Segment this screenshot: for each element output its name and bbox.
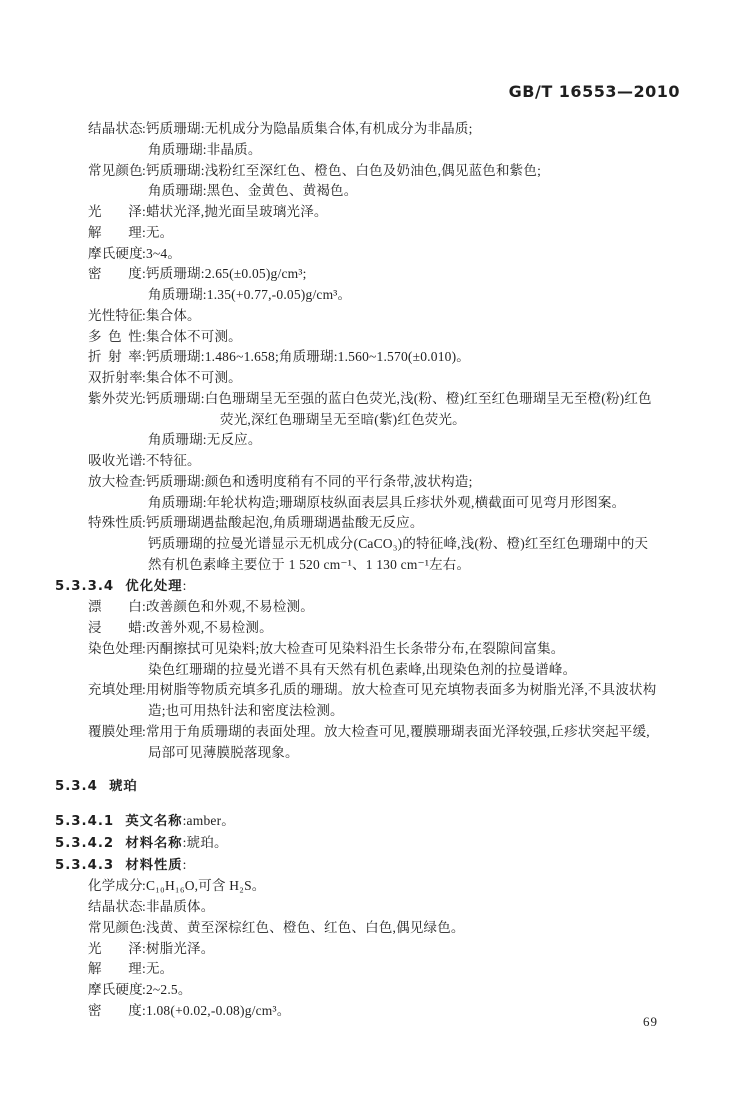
standard-number-header: GB/T 16553—2010 bbox=[508, 82, 680, 101]
line-text: 局部可见薄膜脱落现象。 bbox=[148, 744, 299, 760]
line-text: :树脂光泽。 bbox=[142, 940, 215, 956]
text-line bbox=[0, 327, 750, 348]
clause-heading-line bbox=[0, 576, 750, 598]
line-text: 然有机色素峰主要位于 1 520 cm⁻¹、1 130 cm⁻¹左右。 bbox=[148, 556, 471, 572]
property-label: 解理 bbox=[88, 224, 142, 240]
line-text: :2~2.5。 bbox=[142, 982, 192, 997]
line-text: :钙质珊瑚:1.486~1.658;角质珊瑚:1.560~1.570(±0.010)。 bbox=[142, 349, 470, 365]
line-text: :amber。 bbox=[182, 813, 235, 828]
text-line bbox=[0, 140, 750, 161]
line-text: 造;也可用热针法和密度法检测。 bbox=[148, 703, 344, 718]
line-text: 染色红珊瑚的拉曼光谱不具有天然有机色素峰,出现染色剂的拉曼谱峰。 bbox=[148, 661, 577, 677]
property-label: 密度 bbox=[88, 1002, 142, 1018]
document-body bbox=[0, 119, 750, 1022]
line-text: : bbox=[182, 577, 187, 593]
line-text: :浅黄、黄至深棕红色、橙色、红色、白色,偶见绿色。 bbox=[142, 919, 465, 935]
line-text: :蜡状光泽,抛光面呈玻璃光泽。 bbox=[142, 204, 328, 219]
line-text: :无。 bbox=[142, 961, 174, 977]
text-line bbox=[0, 223, 750, 244]
line-text: 角质珊瑚:无反应。 bbox=[148, 432, 262, 448]
property-label: 结晶状态 bbox=[88, 121, 143, 136]
property-label: 密度 bbox=[88, 266, 142, 282]
property-label: 漂白 bbox=[88, 599, 142, 615]
clause-heading-line bbox=[0, 833, 750, 855]
property-label: 折射率 bbox=[88, 349, 142, 365]
text-line bbox=[0, 389, 750, 410]
line-text: :集合体不可测。 bbox=[142, 328, 242, 344]
text-line bbox=[0, 306, 750, 327]
property-label: 光泽 bbox=[88, 940, 142, 956]
text-line bbox=[0, 534, 750, 555]
property-label: 解理 bbox=[88, 961, 142, 977]
property-label: 紫外荧光 bbox=[88, 390, 143, 406]
text-line bbox=[0, 959, 750, 980]
text-line bbox=[0, 722, 750, 743]
line-text: :不特征。 bbox=[142, 453, 201, 468]
line-text: :改善外观,不易检测。 bbox=[142, 620, 273, 635]
line-text: :非晶质体。 bbox=[142, 899, 215, 914]
line-text: : bbox=[182, 856, 187, 872]
text-line bbox=[0, 202, 750, 223]
text-line bbox=[0, 347, 750, 368]
text-line bbox=[0, 555, 750, 576]
property-label: 摩氏硬度 bbox=[88, 982, 143, 997]
clause-heading-line bbox=[0, 811, 750, 833]
line-text: 角质珊瑚:黑色、金黄色、黄褐色。 bbox=[148, 183, 358, 199]
property-label: 常见颜色 bbox=[88, 162, 143, 178]
property-label: 光性特征 bbox=[88, 307, 143, 323]
line-text: :集合体不可测。 bbox=[142, 370, 242, 385]
line-text: :钙质珊瑚:2.65(±0.05)g/cm³; bbox=[142, 266, 307, 282]
property-label: 常见颜色 bbox=[88, 919, 143, 935]
line-text: :琥珀。 bbox=[182, 834, 228, 850]
property-label: 充填处理 bbox=[88, 682, 143, 698]
text-line bbox=[0, 918, 750, 939]
property-label: 覆膜处理 bbox=[88, 723, 143, 739]
clause-number-title: 5.3.4 琥珀 bbox=[55, 779, 138, 795]
text-line bbox=[0, 680, 750, 701]
text-line bbox=[0, 472, 750, 493]
text-line bbox=[0, 618, 750, 639]
line-text: 角质珊瑚:年轮状构造;珊瑚原枝纵面表层具丘疹状外观,横截面可见弯月形图案。 bbox=[148, 494, 626, 510]
clause-number-title: 5.3.4.2 材料名称 bbox=[55, 835, 183, 851]
text-line bbox=[0, 897, 750, 918]
property-label: 摩氏硬度 bbox=[88, 245, 143, 261]
text-line bbox=[0, 701, 750, 722]
text-line bbox=[0, 597, 750, 618]
text-line bbox=[0, 1001, 750, 1022]
property-label: 双折射率 bbox=[88, 370, 143, 385]
line-text: :钙质珊瑚遇盐酸起泡,角质珊瑚遇盐酸无反应。 bbox=[142, 515, 424, 531]
text-line bbox=[0, 410, 750, 431]
text-line bbox=[0, 285, 750, 306]
line-text: :钙质珊瑚:浅粉红至深红色、橙色、白色及奶油色,偶见蓝色和紫色; bbox=[142, 162, 542, 178]
property-label: 放大检查 bbox=[88, 473, 143, 489]
text-line bbox=[0, 939, 750, 960]
line-text: :无。 bbox=[142, 224, 174, 240]
property-label: 化学成分 bbox=[88, 878, 143, 894]
text-line bbox=[0, 493, 750, 514]
text-line bbox=[0, 244, 750, 265]
text-line bbox=[0, 980, 750, 1001]
text-line bbox=[0, 161, 750, 182]
property-label: 特殊性质 bbox=[88, 515, 143, 531]
text-line bbox=[0, 181, 750, 202]
line-text: 角质珊瑚:非晶质。 bbox=[148, 141, 262, 157]
clause-number-title: 5.3.3.4 优化处理 bbox=[55, 578, 183, 594]
line-text: :用树脂等物质充填多孔质的珊瑚。放大检查可见充填物表面多为树脂光泽,不具波状构 bbox=[142, 682, 657, 698]
text-line bbox=[0, 451, 750, 472]
property-label: 结晶状态 bbox=[88, 899, 143, 914]
page-number: 69 bbox=[643, 1014, 658, 1029]
line-text: :钙质珊瑚:颜色和透明度稍有不同的平行条带,波状构造; bbox=[142, 473, 473, 489]
line-text: :钙质珊瑚:白色珊瑚呈无至强的蓝白色荧光,浅(粉、橙)红至红色珊瑚呈无至橙(粉)红色 bbox=[142, 390, 652, 406]
line-text: :改善颜色和外观,不易检测。 bbox=[142, 599, 314, 615]
clause-heading-line bbox=[0, 776, 750, 798]
text-line bbox=[0, 119, 750, 140]
text-line bbox=[0, 876, 750, 897]
line-text: :集合体。 bbox=[142, 307, 201, 323]
text-line bbox=[0, 743, 750, 764]
line-text: :钙质珊瑚:无机成分为隐晶质集合体,有机成分为非晶质; bbox=[142, 121, 473, 136]
text-line bbox=[0, 430, 750, 451]
clause-heading-line bbox=[0, 855, 750, 877]
clause-number-title: 5.3.4.3 材料性质 bbox=[55, 857, 183, 873]
text-line bbox=[0, 368, 750, 389]
property-label: 吸收光谱 bbox=[88, 453, 143, 468]
text-line bbox=[0, 660, 750, 681]
text-line bbox=[0, 513, 750, 534]
clause-number-title: 5.3.4.1 英文名称 bbox=[55, 814, 183, 829]
line-text: 角质珊瑚:1.35(+0.77,-0.05)g/cm³。 bbox=[148, 287, 352, 302]
property-label: 浸蜡 bbox=[88, 620, 142, 635]
line-text: :常用于角质珊瑚的表面处理。放大检查可见,覆膜珊瑚表面光泽较强,丘疹状突起平缓, bbox=[142, 723, 650, 739]
property-label: 多色性 bbox=[88, 328, 142, 344]
line-text: :3~4。 bbox=[142, 245, 182, 261]
line-text: :C₁₀H₁₆O,可含 H₂S。 bbox=[142, 878, 266, 894]
line-text: :1.08(+0.02,-0.08)g/cm³。 bbox=[142, 1002, 291, 1018]
property-label: 染色处理 bbox=[88, 640, 143, 656]
line-text: 钙质珊瑚的拉曼光谱显示无机成分(CaCO₃)的特征峰,浅(粉、橙)红至红色珊瑚中的天 bbox=[148, 536, 649, 551]
text-line bbox=[0, 639, 750, 660]
property-label: 光泽 bbox=[88, 204, 142, 219]
line-text: :丙酮擦拭可见染料;放大检查可见染料沿生长条带分布,在裂隙间富集。 bbox=[142, 640, 565, 656]
line-text: 荧光,深红色珊瑚呈无至暗(紫)红色荧光。 bbox=[220, 411, 466, 427]
text-line bbox=[0, 264, 750, 285]
